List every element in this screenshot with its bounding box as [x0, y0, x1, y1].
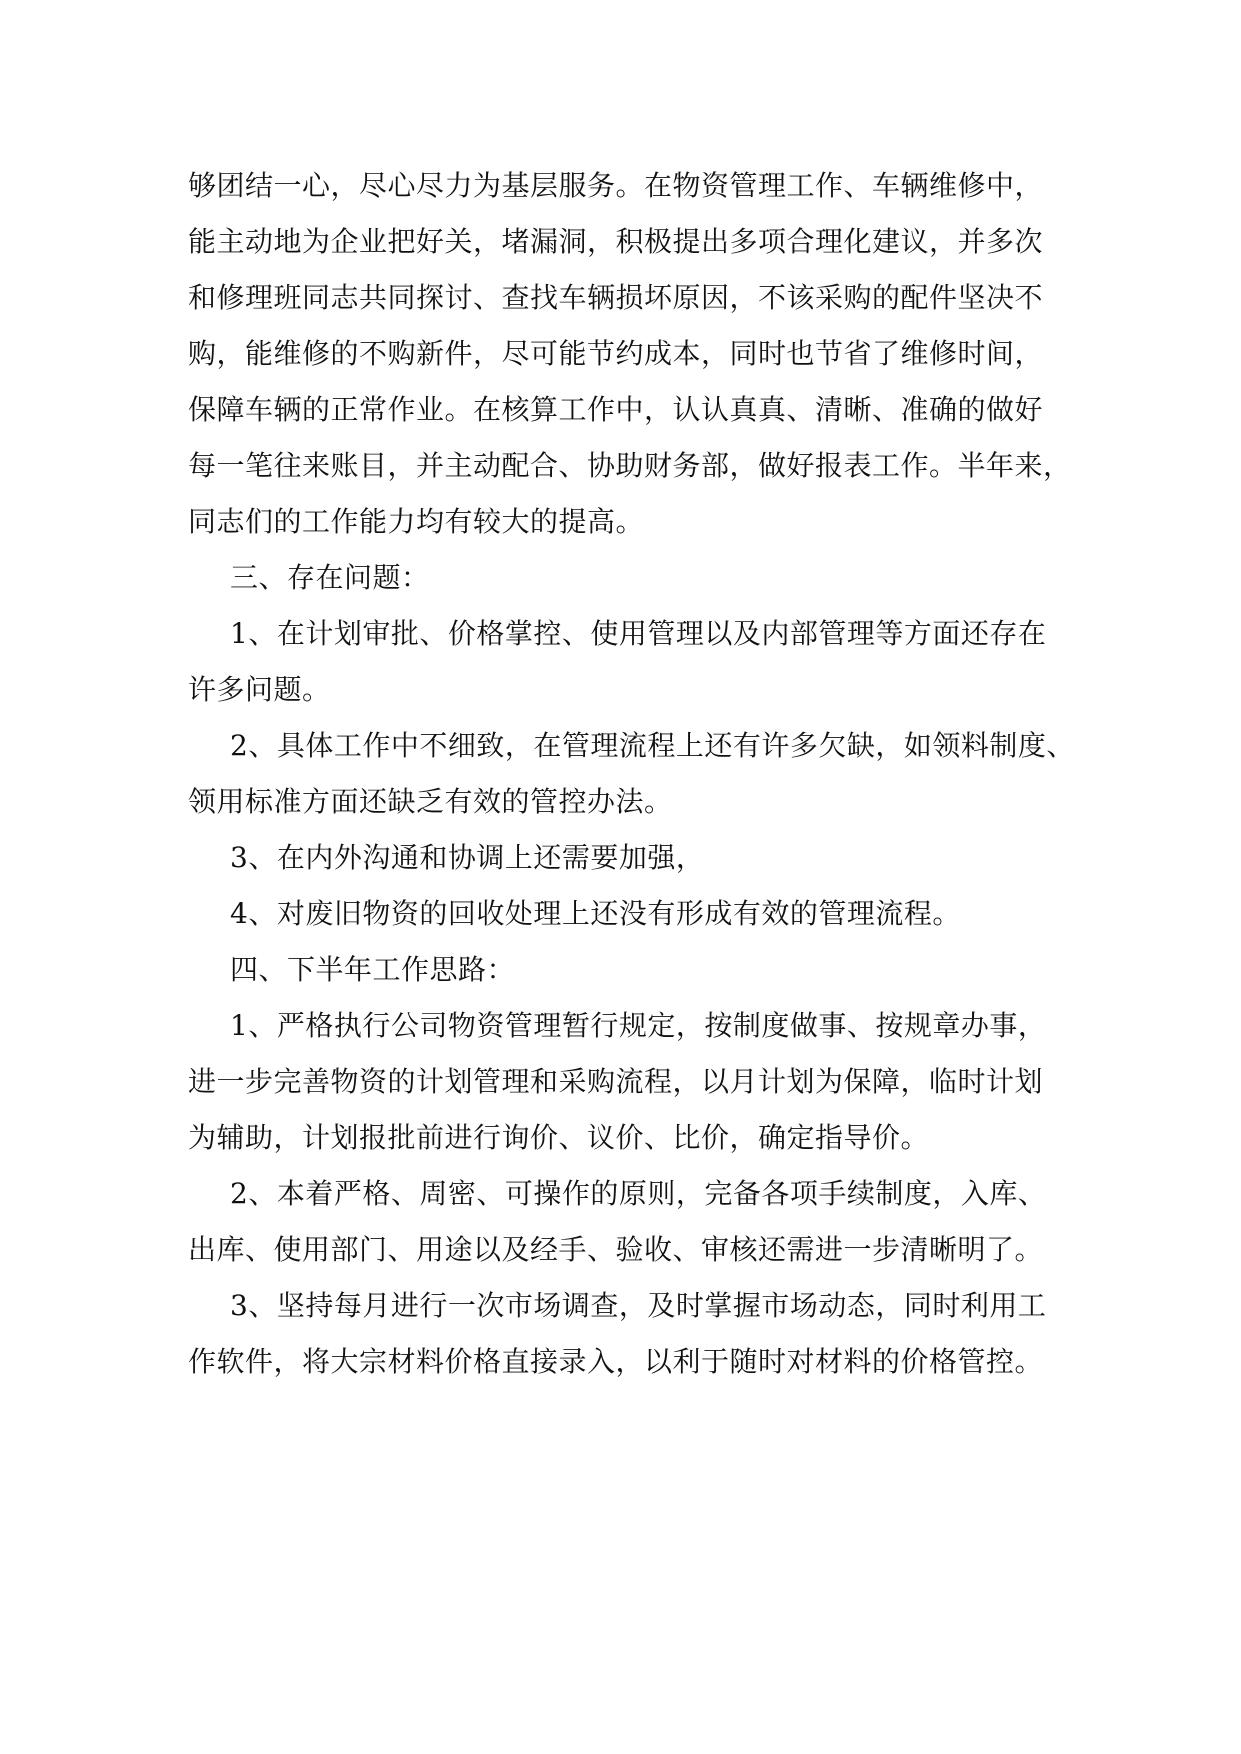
list-item: 3、在内外沟通和协调上还需要加强， [230, 841, 705, 874]
text-line: 许多问题。 [188, 673, 331, 706]
section-heading: 四、下半年工作思路： [230, 953, 516, 986]
text-line: 每一笔往来账目，并主动配合、协助财务部，做好报表工作。半年来， [188, 449, 1072, 482]
section-heading: 三、存在问题： [230, 561, 430, 594]
list-item: 1、严格执行公司物资管理暂行规定，按制度做事、按规章办事， [230, 1009, 1047, 1042]
text-line: 同志们的工作能力均有较大的提高。 [188, 505, 645, 538]
text-line: 领用标准方面还缺乏有效的管控办法。 [188, 785, 673, 818]
text-line: 购，能维修的不购新件，尽可能节约成本，同时也节省了维修时间， [188, 337, 1044, 370]
list-item: 3、坚持每月进行一次市场调查，及时掌握市场动态，同时利用工 [230, 1289, 1047, 1322]
text-line: 作软件，将大宗材料价格直接录入，以利于随时对材料的价格管控。 [188, 1345, 1044, 1378]
text-line: 和修理班同志共同探讨、查找车辆损坏原因，不该采购的配件坚决不 [188, 281, 1044, 314]
text-line: 为辅助，计划报批前进行询价、议价、比价，确定指导价。 [188, 1121, 930, 1154]
list-item: 4、对废旧物资的回收处理上还没有形成有效的管理流程。 [230, 897, 961, 930]
text-line: 够团结一心，尽心尽力为基层服务。在物资管理工作、车辆维修中， [188, 169, 1044, 202]
document-body [188, 158, 1075, 1390]
list-item: 1、在计划审批、价格掌控、使用管理以及内部管理等方面还存在 [230, 617, 1047, 650]
list-item: 2、具体工作中不细致，在管理流程上还有许多欠缺，如领料制度、 [230, 729, 1075, 762]
text-line: 能主动地为企业把好关，堵漏洞，积极提出多项合理化建议，并多次 [188, 225, 1044, 258]
text-line: 进一步完善物资的计划管理和采购流程，以月计划为保障，临时计划 [188, 1065, 1044, 1098]
text-line: 出库、使用部门、用途以及经手、验收、审核还需进一步清晰明了。 [188, 1233, 1044, 1266]
text-line: 保障车辆的正常作业。在核算工作中，认认真真、清晰、准确的做好 [188, 393, 1044, 426]
list-item: 2、本着严格、周密、可操作的原则，完备各项手续制度，入库、 [230, 1177, 1047, 1210]
